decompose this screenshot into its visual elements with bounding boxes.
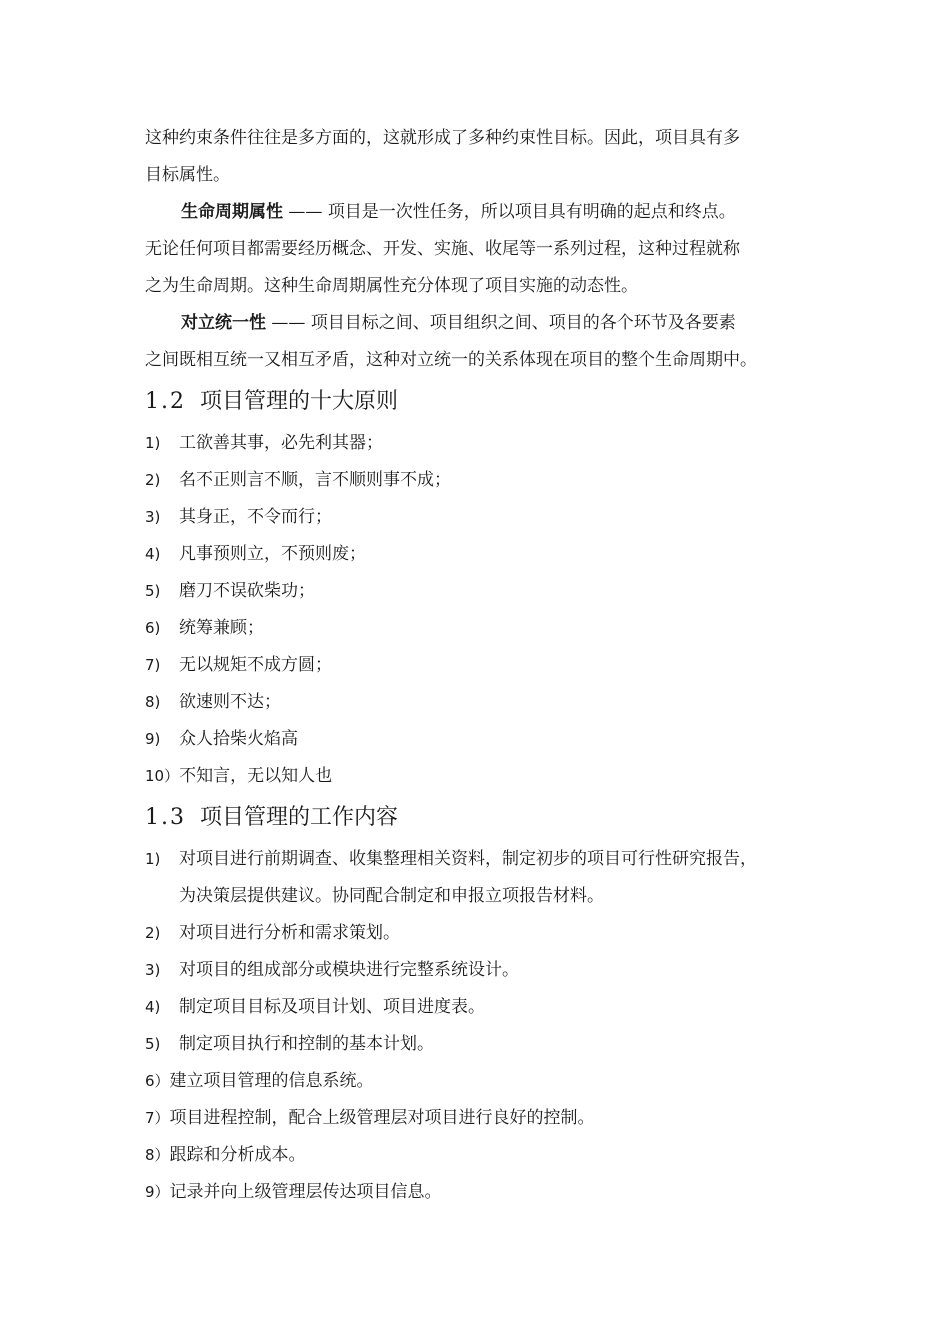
unity-paragraph-line-1: [145, 305, 825, 342]
list-item: [145, 499, 825, 536]
list-item-number: 1): [145, 434, 161, 452]
list-item-text: 制定项目执行和控制的基本计划。: [179, 1034, 434, 1054]
lifecycle-term: 生命周期属性: [181, 202, 283, 222]
list-item-number: 1): [145, 850, 161, 868]
list-item: [145, 952, 825, 989]
section-heading-1-3: [145, 795, 825, 841]
list-item: [145, 841, 825, 915]
list-item-text: 不知言，无以知人也: [179, 766, 333, 786]
list-item-text: 记录并向上级管理层传达项目信息。: [169, 1182, 442, 1202]
lifecycle-paragraph-line-1: [145, 194, 825, 231]
list-item: [145, 1174, 825, 1211]
list-item-number: 4): [145, 545, 161, 563]
list-item: [145, 610, 825, 647]
list-item: [145, 536, 825, 573]
unity-dash: ——: [271, 313, 306, 333]
section-heading-1-2: [145, 379, 825, 425]
section-title: 项目管理的工作内容: [200, 805, 399, 830]
list-item: [145, 721, 825, 758]
list-item-number: 2): [145, 924, 161, 942]
lifecycle-dash: ——: [288, 202, 323, 222]
list-item-number: 5): [145, 582, 161, 600]
list-item-text: 建立项目管理的信息系统。: [169, 1071, 374, 1091]
list-item-number: 3): [145, 961, 161, 979]
principles-list: [145, 425, 825, 795]
list-item-number: 3): [145, 508, 161, 526]
list-item-text: 制定项目目标及项目计划、项目进度表。: [179, 997, 485, 1017]
list-item-number: 6）: [145, 1072, 170, 1090]
list-item-number: 8): [145, 693, 161, 711]
list-item-number: 8）: [145, 1146, 170, 1164]
work-content-list: [145, 841, 825, 1211]
list-item-text: 磨刀不误砍柴功；: [179, 581, 315, 601]
list-item: [145, 758, 825, 795]
list-item-number: 4): [145, 998, 161, 1016]
list-item: [145, 573, 825, 610]
list-item: [145, 1137, 825, 1174]
section-number: 1.3: [145, 805, 186, 830]
lifecycle-text: 项目是一次性任务，所以项目具有明确的起点和终点。: [327, 202, 736, 222]
list-item: [145, 989, 825, 1026]
unity-paragraph-line-2: 之间既相互统一又相互矛盾，这种对立统一的关系体现在项目的整个生命周期中。: [145, 350, 757, 370]
list-item: [145, 915, 825, 952]
list-item-number: 9）: [145, 1183, 170, 1201]
intro-line-2: 目标属性。: [145, 165, 230, 185]
list-item: [145, 1063, 825, 1100]
list-item: [145, 684, 825, 721]
list-item-number: 5): [145, 1035, 161, 1053]
list-item: [145, 425, 825, 462]
list-item-text: 欲速则不达；: [179, 692, 281, 712]
list-item-text: 工欲善其事，必先利其器；: [179, 433, 383, 453]
list-item-text: 名不正则言不顺，言不顺则事不成；: [179, 470, 451, 490]
list-item: [145, 1100, 825, 1137]
list-item-number: 7）: [145, 1109, 170, 1127]
lifecycle-paragraph-line-3: 之为生命周期。这种生命周期属性充分体现了项目实施的动态性。: [145, 276, 638, 296]
list-item-text: 无以规矩不成方圆；: [179, 655, 332, 675]
list-item-number: 10）: [145, 767, 180, 785]
list-item-number: 9): [145, 730, 161, 748]
unity-text: 项目目标之间、项目组织之间、项目的各个环节及各要素: [310, 313, 736, 333]
list-item-text: 对项目进行前期调查、收集整理相关资料，制定初步的项目可行性研究报告，: [179, 849, 757, 869]
lifecycle-paragraph-line-2: 无论任何项目都需要经历概念、开发、实施、收尾等一系列过程，这种过程就称: [145, 239, 740, 259]
list-item-text: 其身正，不令而行；: [179, 507, 332, 527]
document-body: [145, 120, 825, 1211]
list-item-number: 2): [145, 471, 161, 489]
list-item-text: 对项目的组成部分或模块进行完整系统设计。: [179, 960, 519, 980]
list-item: [145, 1026, 825, 1063]
list-item: [145, 462, 825, 499]
list-item-text-continued: 为决策层提供建议。协同配合制定和申报立项报告材料。: [179, 886, 604, 906]
section-number: 1.2: [145, 389, 186, 414]
list-item-text: 对项目进行分析和需求策划。: [179, 923, 400, 943]
section-title: 项目管理的十大原则: [200, 389, 399, 414]
list-item-text: 凡事预则立，不预则废；: [179, 544, 366, 564]
list-item-text: 跟踪和分析成本。: [169, 1145, 306, 1165]
list-item-text: 统筹兼顾；: [179, 618, 264, 638]
list-item: [145, 647, 825, 684]
list-item-text: 众人拾柴火焰高: [179, 729, 298, 749]
list-item-number: 7): [145, 656, 161, 674]
intro-line-1: 这种约束条件往往是多方面的，这就形成了多种约束性目标。因此，项目具有多: [145, 128, 740, 148]
list-item-number: 6): [145, 619, 161, 637]
unity-term: 对立统一性: [181, 313, 266, 333]
list-item-text: 项目进程控制，配合上级管理层对项目进行良好的控制。: [169, 1108, 595, 1128]
